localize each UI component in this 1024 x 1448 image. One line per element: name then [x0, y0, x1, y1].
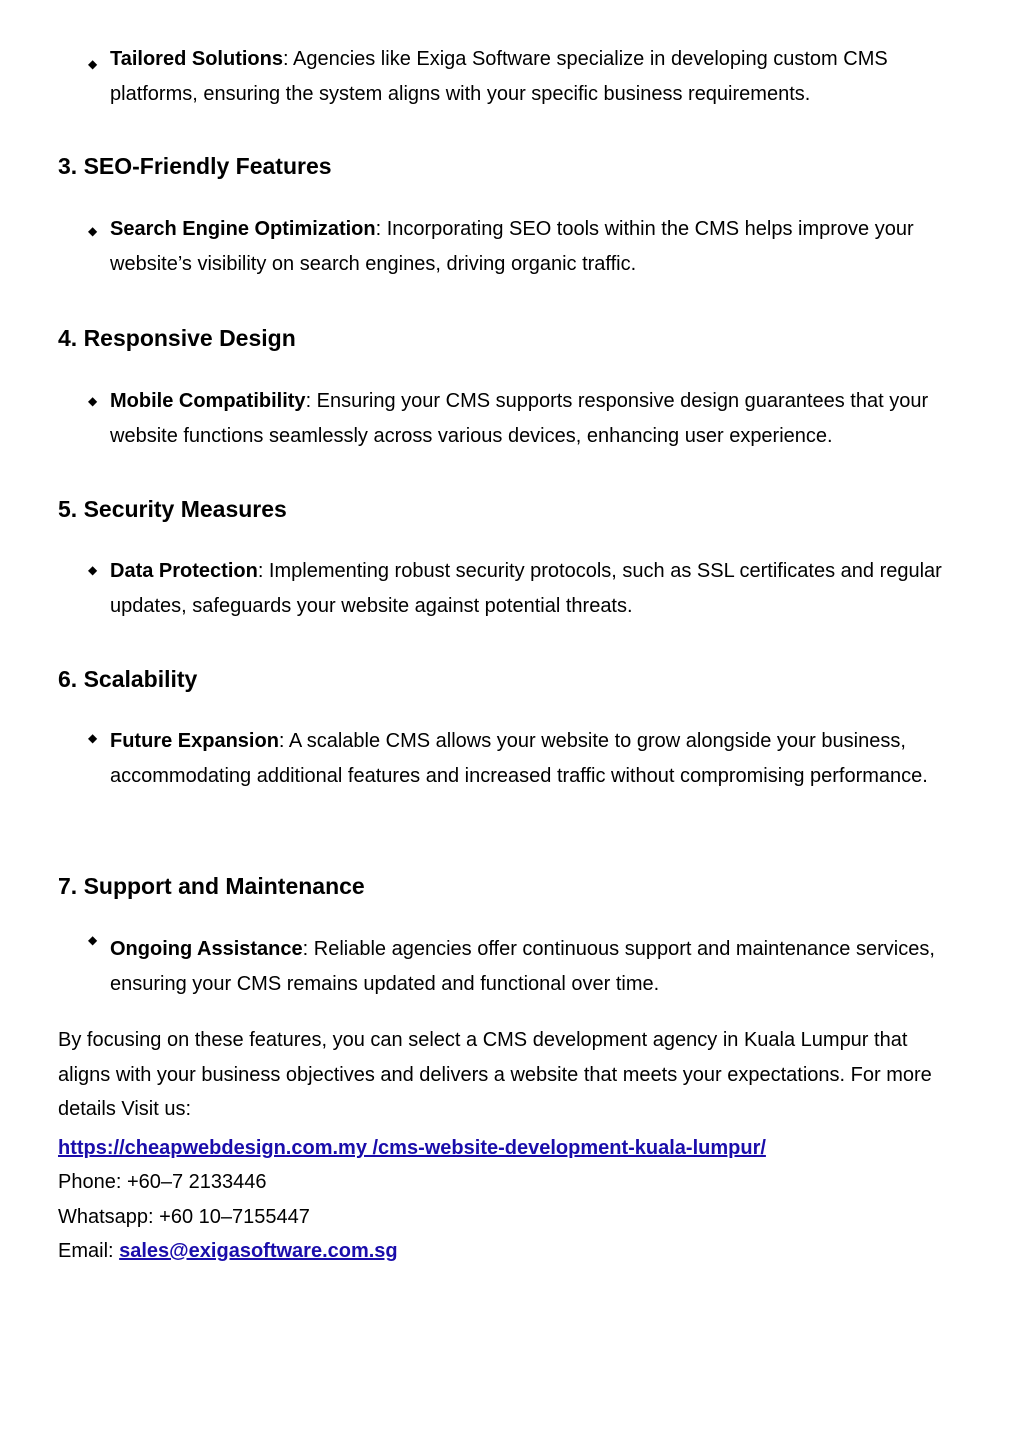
bullet-tailored-solutions [88, 42, 970, 111]
bullet-text: : Agencies like Exiga Software specialize in developing custom CMS platforms, ensuring the system aligns with your specific business requirements. [110, 48, 888, 105]
bullet-diamond-icon: ◆ [88, 394, 98, 408]
contact-phone: Phone: +60–7 2133446 [58, 1171, 267, 1193]
closing-paragraph: By focusing on these features, you can select a CMS development agency in Kuala Lumpur that aligns with your business objectives and delivers a website that meets your expectations. For more details Visit us: [58, 1029, 932, 1120]
website-link[interactable]: https://cheapwebdesign.com.my /cms-website-development-kuala-lumpur/ [58, 1137, 766, 1159]
email-link[interactable]: sales@exigasoftware.com.sg [119, 1240, 398, 1262]
bullet-text: : Incorporating SEO tools within the CMS helps improve your website’s visibility on search engines, driving organic traffic. [110, 218, 914, 275]
section-heading-security: 5. Security Measures [58, 496, 287, 522]
bullet-term: Ongoing Assistance [110, 938, 303, 960]
bullet-data-protection [88, 554, 970, 623]
bullet-term: Mobile Compatibility [110, 390, 306, 412]
bullet-search-engine-optimization [88, 212, 970, 281]
bullet-term: Data Protection [110, 560, 258, 582]
section-heading-responsive: 4. Responsive Design [58, 325, 296, 351]
bullet-ongoing-assistance [88, 932, 970, 1001]
bullet-text: : Reliable agencies offer continuous support and maintenance services, ensuring your CMS remains updated and functional over time. [110, 938, 935, 995]
section-heading-scalability: 6. Scalability [58, 666, 198, 692]
bullet-mobile-compatibility [88, 384, 970, 453]
bullet-term: Future Expansion [110, 730, 279, 752]
bullet-diamond-icon: ◆ [88, 933, 98, 947]
contact-url-line [58, 1133, 766, 1163]
bullet-text: : A scalable CMS allows your website to grow alongside your business, accommodating additional features and increased traffic without compromising performance. [110, 730, 928, 787]
contact-email-line [58, 1236, 398, 1266]
bullet-text: : Implementing robust security protocols, such as SSL certificates and regular updates, safeguards your website against potential threats. [110, 560, 942, 617]
bullet-future-expansion [88, 724, 970, 793]
bullet-term: Search Engine Optimization [110, 218, 376, 240]
bullet-diamond-icon: ◆ [88, 563, 98, 577]
section-heading-seo: 3. SEO-Friendly Features [58, 153, 332, 179]
bullet-diamond-icon: ◆ [88, 57, 98, 71]
bullet-diamond-icon: ◆ [88, 731, 98, 745]
section-heading-support: 7. Support and Maintenance [58, 873, 365, 899]
bullet-term: Tailored Solutions [110, 48, 283, 70]
bullet-text: : Ensuring your CMS supports responsive design guarantees that your website functions seamlessly across various devices, enhancing user experience. [110, 390, 929, 447]
contact-whatsapp: Whatsapp: +60 10–7155447 [58, 1206, 310, 1228]
bullet-diamond-icon: ◆ [88, 224, 98, 238]
email-label: Email: [58, 1240, 120, 1262]
